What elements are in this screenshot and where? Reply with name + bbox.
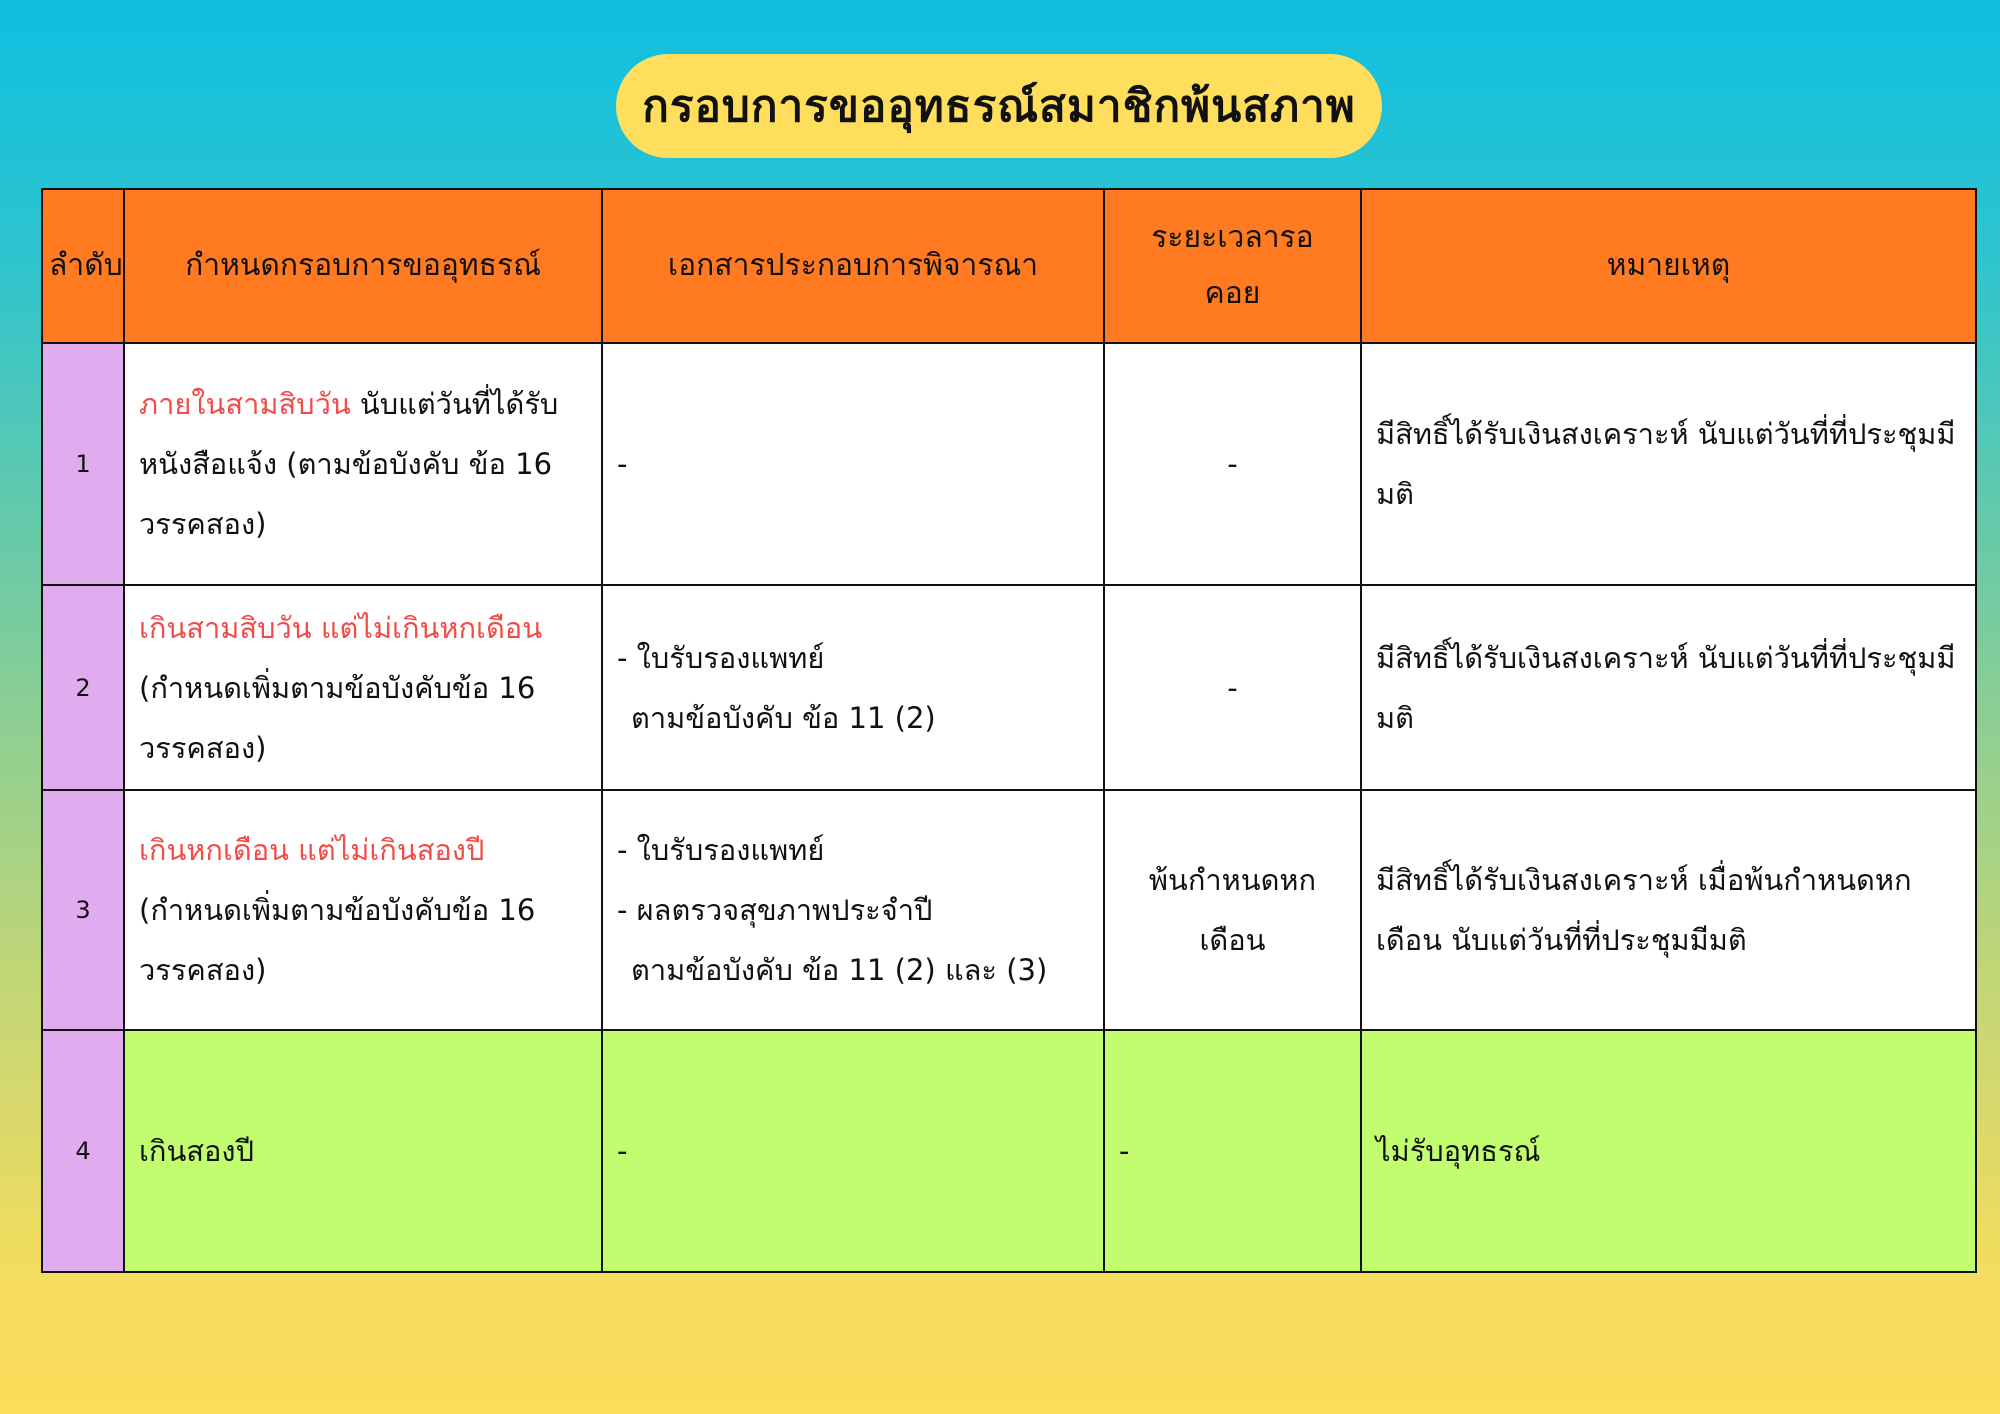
- wait-cell: -: [1104, 585, 1361, 790]
- appeal-table: [41, 188, 1977, 1273]
- title-pill: [616, 54, 1382, 158]
- wait-cell: -: [1104, 1030, 1361, 1272]
- document-item: - ใบรับรองแพทย์: [617, 833, 825, 867]
- table-row: [42, 585, 1976, 790]
- documents-cell: [602, 343, 1104, 585]
- deadline-cell: [124, 343, 602, 585]
- document-item: - ใบรับรองแพทย์: [617, 640, 825, 675]
- row-number: 3: [42, 790, 124, 1030]
- remark-cell: ไม่รับอุทธรณ์: [1361, 1030, 1976, 1272]
- deadline-cell: [124, 585, 602, 790]
- deadline-cell: [124, 1030, 602, 1272]
- row-number: 2: [42, 585, 124, 790]
- document-item: ตามข้อบังคับ ข้อ 11 (2) และ (3): [631, 953, 1048, 987]
- deadline-highlight: เกินหกเดือน แต่ไม่เกินสองปี: [139, 833, 485, 867]
- deadline-rest: นับแต่วันที่ได้รับหนังสือแจ้ง (ตามข้อบังคับ ข้อ 16 วรรคสอง): [139, 387, 559, 541]
- deadline-cell: [124, 790, 602, 1030]
- remark-cell: มีสิทธิ์ได้รับเงินสงเคราะห์ นับแต่วันที่ที่ประชุมมีมติ: [1361, 585, 1976, 790]
- document-item: -: [617, 447, 628, 481]
- header-no: ลำดับ: [42, 189, 124, 343]
- header-deadline: กำหนดกรอบการขออุทธรณ์: [124, 189, 602, 343]
- row-number: 1: [42, 343, 124, 585]
- document-item: ตามข้อบังคับ ข้อ 11 (2): [631, 700, 936, 735]
- document-item: - ผลตรวจสุขภาพประจำปี: [617, 893, 933, 927]
- deadline-highlight: ภายในสามสิบวัน: [139, 387, 351, 421]
- header-row: [42, 189, 1976, 343]
- wait-cell: -: [1104, 343, 1361, 585]
- documents-cell: [602, 585, 1104, 790]
- header-wait: ระยะเวลารอคอย: [1104, 189, 1361, 343]
- deadline-rest: (กำหนดเพิ่มตามข้อบังคับข้อ 16 วรรคสอง): [139, 893, 536, 987]
- documents-cell: [602, 790, 1104, 1030]
- table-row: [42, 790, 1976, 1030]
- deadline-rest: (กำหนดเพิ่มตามข้อบังคับข้อ 16 วรรคสอง): [139, 670, 536, 765]
- documents-cell: [602, 1030, 1104, 1272]
- document-item: -: [617, 1134, 628, 1168]
- remark-cell: มีสิทธิ์ได้รับเงินสงเคราะห์ นับแต่วันที่ที่ประชุมมีมติ: [1361, 343, 1976, 585]
- deadline-rest: เกินสองปี: [139, 1134, 254, 1168]
- table-row: [42, 343, 1976, 585]
- table-row: [42, 1030, 1976, 1272]
- deadline-highlight: เกินสามสิบวัน แต่ไม่เกินหกเดือน: [139, 610, 543, 645]
- page-title: กรอบการขออุทธรณ์สมาชิกพ้นสภาพ: [642, 81, 1356, 132]
- header-remark: หมายเหตุ: [1361, 189, 1976, 343]
- wait-cell: พ้นกำหนดหกเดือน: [1104, 790, 1361, 1030]
- header-documents: เอกสารประกอบการพิจารณา: [602, 189, 1104, 343]
- row-number: 4: [42, 1030, 124, 1272]
- remark-cell: มีสิทธิ์ได้รับเงินสงเคราะห์ เมื่อพ้นกำหนดหกเดือน นับแต่วันที่ที่ประชุมมีมติ: [1361, 790, 1976, 1030]
